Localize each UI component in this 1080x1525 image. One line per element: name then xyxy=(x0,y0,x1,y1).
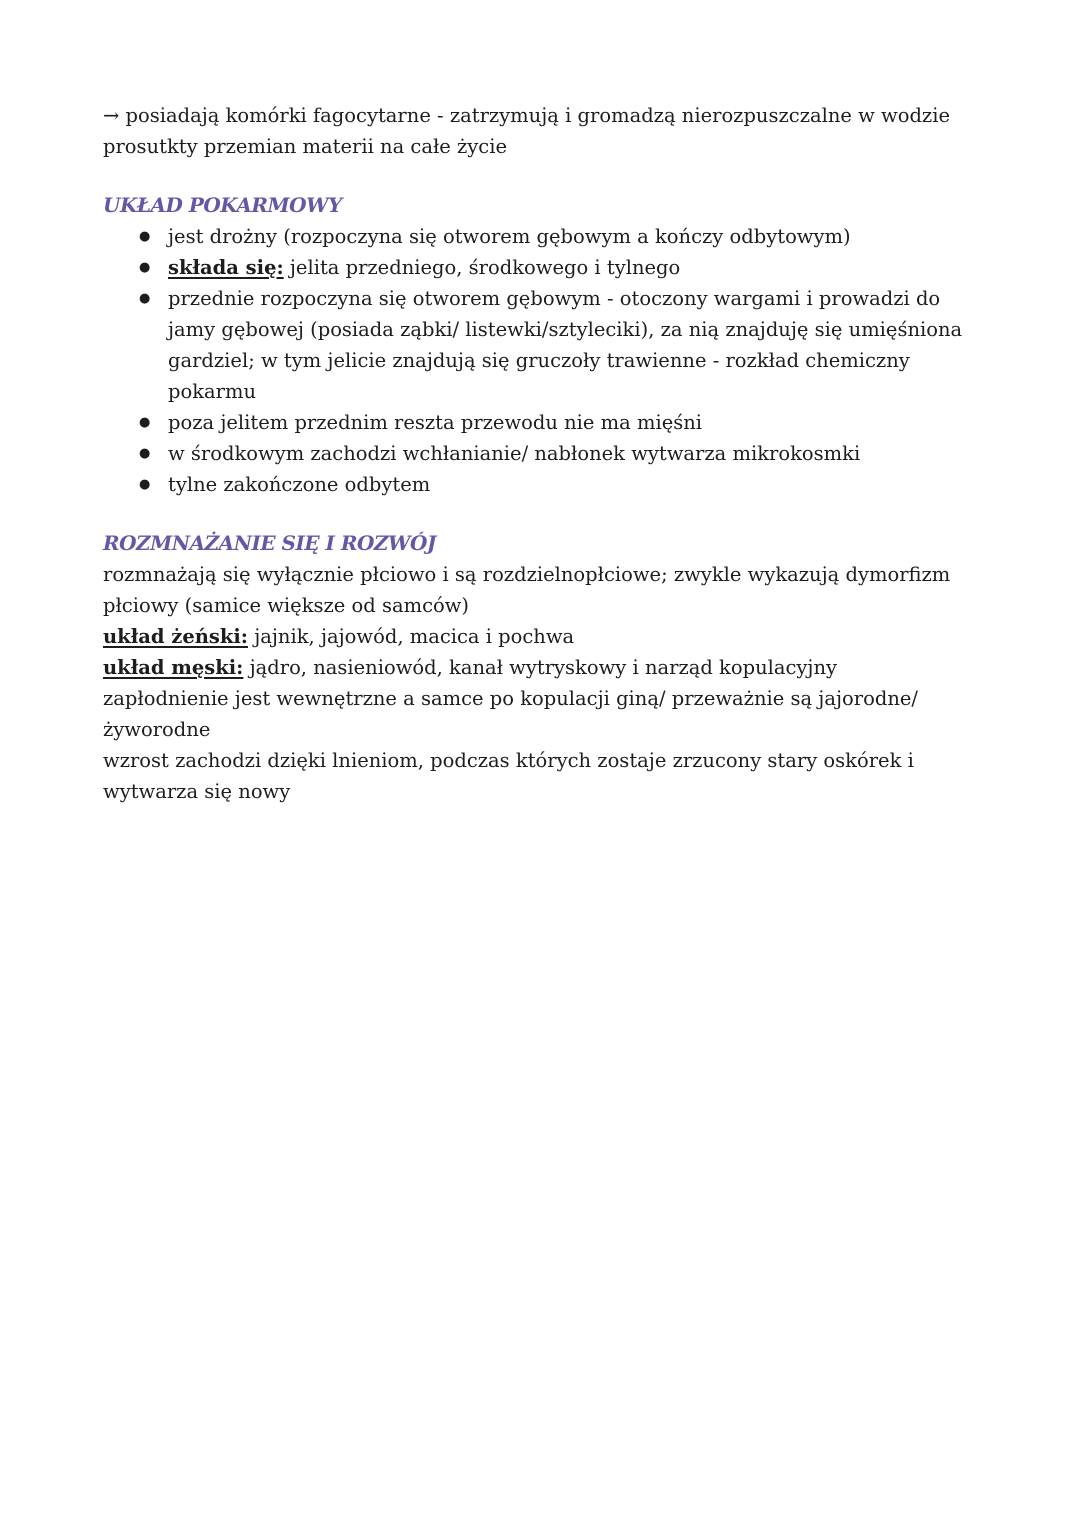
intro-paragraph: → posiadają komórki fagocytarne - zatrzymują i gromadzą nierozpuszczalne w wodzie prosutkty przemian materii na całe życie xyxy=(103,104,950,158)
list-item xyxy=(103,221,983,252)
spacer xyxy=(103,162,983,190)
reproduction-paragraph: rozmnażają się wyłącznie płciowo i są rozdzielnopłciowe; zwykle wykazują dymorfizm płciowy (samice większe od samców) xyxy=(103,563,951,617)
male-system-line xyxy=(103,652,983,683)
document-page xyxy=(103,100,983,807)
female-system-line xyxy=(103,621,983,652)
list-item-text: w środkowym zachodzi wchłanianie/ nabłonek wytwarza mikrokosmki xyxy=(168,442,861,465)
list-item xyxy=(103,469,983,500)
digestive-list xyxy=(103,221,983,500)
list-item-text: jest drożny (rozpoczyna się otworem gębowym a kończy odbytowym) xyxy=(168,225,851,248)
list-item xyxy=(103,283,983,407)
list-item-text: poza jelitem przednim reszta przewodu nie ma mięśni xyxy=(168,411,703,434)
fertilization-paragraph: zapłodnienie jest wewnętrzne a samce po kopulacji giną/ przeważnie są jajorodne/ żyworodne xyxy=(103,687,918,741)
female-system-label: układ żeński: xyxy=(103,625,249,648)
list-item-text: jelita przedniego, środkowego i tylnego xyxy=(283,256,681,279)
male-system-text: jądro, nasieniowód, kanał wytryskowy i narząd kopulacyjny xyxy=(243,656,838,679)
male-system-label: układ męski: xyxy=(103,656,244,679)
bullet-icon: ● xyxy=(139,477,151,492)
bullet-icon: ● xyxy=(139,446,151,461)
list-item-lead: składa się: xyxy=(168,256,284,279)
section-heading-digestive: UKŁAD POKARMOWY xyxy=(103,193,342,217)
bullet-icon: ● xyxy=(139,229,151,244)
list-item xyxy=(103,407,983,438)
growth-paragraph: wzrost zachodzi dzięki lnieniom, podczas których zostaje zrzucony stary oskórek i wytwarza się nowy xyxy=(103,749,914,803)
list-item xyxy=(103,252,983,283)
bullet-icon: ● xyxy=(139,260,151,275)
spacer xyxy=(103,500,983,528)
female-system-text: jajnik, jajowód, macica i pochwa xyxy=(248,625,575,648)
bullet-icon: ● xyxy=(139,415,151,430)
list-item-text: tylne zakończone odbytem xyxy=(168,473,431,496)
list-item-text: przednie rozpoczyna się otworem gębowym - otoczony wargami i prowadzi do jamy gębowej (posiada ząbki/ listewki/sztyleciki), za nią znajduję się umięśniona gardziel; w tym jelicie znajdują się gruczoły trawienne - rozkład chemiczny pokarmu xyxy=(168,287,963,403)
bullet-icon: ● xyxy=(139,291,151,306)
list-item xyxy=(103,438,983,469)
section-heading-reproduction: ROZMNAŻANIE SIĘ I ROZWÓJ xyxy=(103,531,436,555)
